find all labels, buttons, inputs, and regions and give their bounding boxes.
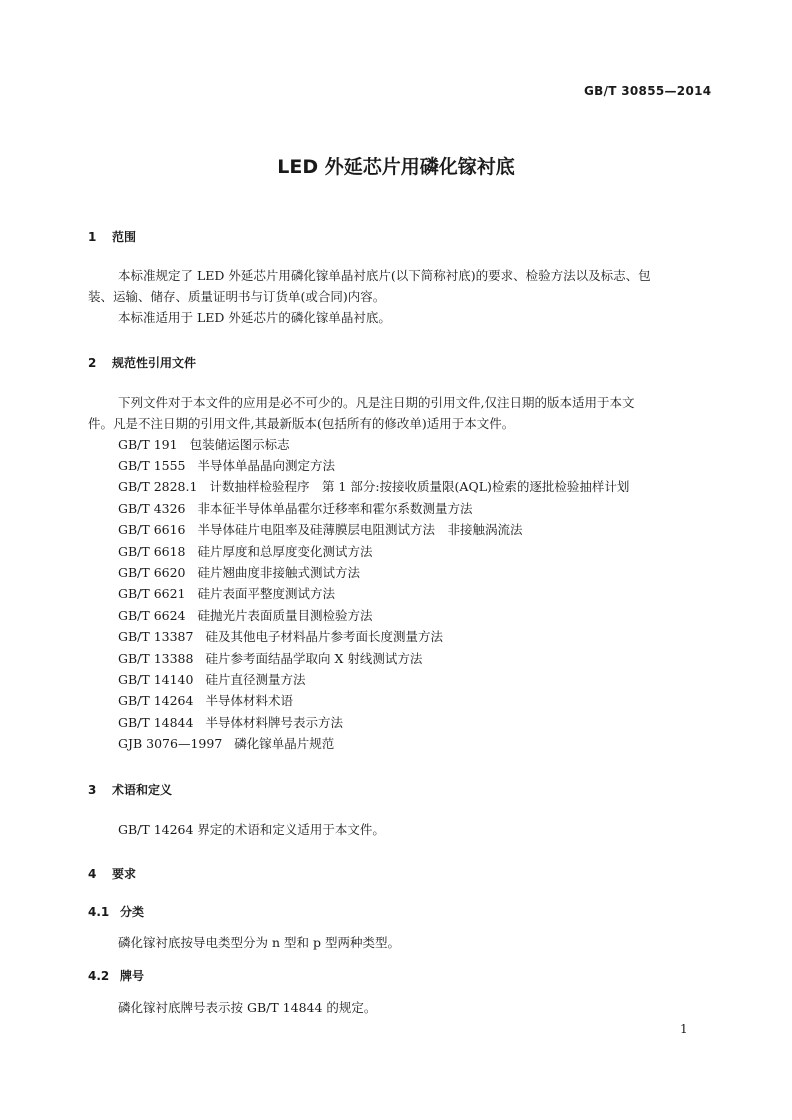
section-title: 范围 <box>112 230 137 244</box>
reference-code: GB/T 6618 <box>118 544 186 559</box>
section-1-paragraph-1-line-2: 装、运输、储存、质量证明书与订货单(或合同)内容。 <box>88 289 386 304</box>
reference-item <box>118 606 373 624</box>
reference-item <box>118 691 293 709</box>
section-number: 2 <box>88 356 97 370</box>
reference-title: 硅抛光片表面质量目测检验方法 <box>197 608 373 623</box>
reference-code: GB/T 13387 <box>118 629 194 644</box>
reference-code: GB/T 14264 <box>118 693 194 708</box>
section-2-heading <box>88 354 196 371</box>
section-2-paragraph-1-line-2: 件。凡是不注日期的引用文件,其最新版本(包括所有的修改单)适用于本文件。 <box>88 416 515 431</box>
section-1-heading <box>88 228 136 245</box>
standard-code: GB/T 30855—2014 <box>584 84 712 98</box>
section-number: 4.2 <box>88 969 110 983</box>
reference-title: 半导体硅片电阻率及硅薄膜层电阻测试方法 非接触涡流法 <box>197 522 523 537</box>
reference-item <box>118 456 335 474</box>
reference-item <box>118 649 422 667</box>
reference-item <box>118 499 473 517</box>
section-number: 4 <box>88 867 97 881</box>
reference-title: 硅及其他电子材料晶片参考面长度测量方法 <box>205 629 443 644</box>
section-3-paragraph-1: GB/T 14264 界定的术语和定义适用于本文件。 <box>118 822 385 837</box>
section-number: 1 <box>88 230 97 244</box>
section-1-paragraph-2: 本标准适用于 LED 外延芯片的磷化镓单晶衬底。 <box>118 310 391 325</box>
reference-code: GB/T 6621 <box>118 586 186 601</box>
section-title: 牌号 <box>120 969 145 983</box>
reference-code: GB/T 1555 <box>118 458 186 473</box>
reference-title: 计数抽样检验程序 第 1 部分:按接收质量限(AQL)检索的逐批检验抽样计划 <box>209 479 630 494</box>
section-2-paragraph-1-line-1: 下列文件对于本文件的应用是必不可少的。凡是注日期的引用文件,仅注日期的版本适用于本文 <box>118 395 635 410</box>
section-title: 术语和定义 <box>112 783 173 797</box>
reference-title: 包装储运图示标志 <box>189 437 290 452</box>
reference-item <box>118 563 360 581</box>
section-3-heading <box>88 781 172 798</box>
reference-code: GB/T 14844 <box>118 715 194 730</box>
reference-code: GB/T 6616 <box>118 522 186 537</box>
reference-code: GB/T 6620 <box>118 565 186 580</box>
reference-title: 硅片翘曲度非接触式测试方法 <box>197 565 361 580</box>
reference-title: 硅片表面平整度测试方法 <box>197 586 336 601</box>
reference-title: 非本征半导体单晶霍尔迁移率和霍尔系数测量方法 <box>197 501 473 516</box>
section-4-heading <box>88 865 136 882</box>
reference-title: 硅片直径测量方法 <box>205 672 306 687</box>
reference-item <box>118 477 629 495</box>
reference-title: 硅片参考面结晶学取向 X 射线测试方法 <box>205 651 423 666</box>
reference-code: GB/T 2828.1 <box>118 479 198 494</box>
reference-code: GB/T 14140 <box>118 672 194 687</box>
reference-item <box>118 670 305 688</box>
reference-title: 硅片厚度和总厚度变化测试方法 <box>197 544 373 559</box>
reference-code: GB/T 13388 <box>118 651 194 666</box>
reference-title: 磷化镓单晶片规范 <box>234 736 335 751</box>
reference-code: GB/T 6624 <box>118 608 186 623</box>
reference-item <box>118 627 443 645</box>
section-4-1-heading <box>88 903 144 920</box>
section-number: 4.1 <box>88 905 110 919</box>
reference-code: GB/T 4326 <box>118 501 186 516</box>
reference-title: 半导体单晶晶向测定方法 <box>197 458 336 473</box>
reference-code: GB/T 191 <box>118 437 178 452</box>
section-1-paragraph-1-line-1: 本标准规定了 LED 外延芯片用磷化镓单晶衬底片(以下简称衬底)的要求、检验方法以及标志、包 <box>118 268 651 283</box>
reference-code: GJB 3076—1997 <box>118 736 223 751</box>
reference-item <box>118 734 334 752</box>
reference-item <box>118 584 335 602</box>
reference-item <box>118 435 290 453</box>
page-number: 1 <box>680 1022 688 1036</box>
section-4-1-paragraph: 磷化镓衬底按导电类型分为 n 型和 p 型两种类型。 <box>118 935 400 950</box>
section-title: 分类 <box>120 905 145 919</box>
reference-item <box>118 520 523 538</box>
reference-title: 半导体材料术语 <box>205 693 293 708</box>
reference-item <box>118 713 343 731</box>
section-number: 3 <box>88 783 97 797</box>
section-title: 规范性引用文件 <box>112 356 197 370</box>
section-title: 要求 <box>112 867 137 881</box>
section-4-2-heading <box>88 967 144 984</box>
section-4-2-paragraph: 磷化镓衬底牌号表示按 GB/T 14844 的规定。 <box>118 1000 377 1015</box>
reference-title: 半导体材料牌号表示方法 <box>205 715 343 730</box>
document-title: LED 外延芯片用磷化镓衬底 <box>277 156 515 178</box>
reference-item <box>118 542 373 560</box>
